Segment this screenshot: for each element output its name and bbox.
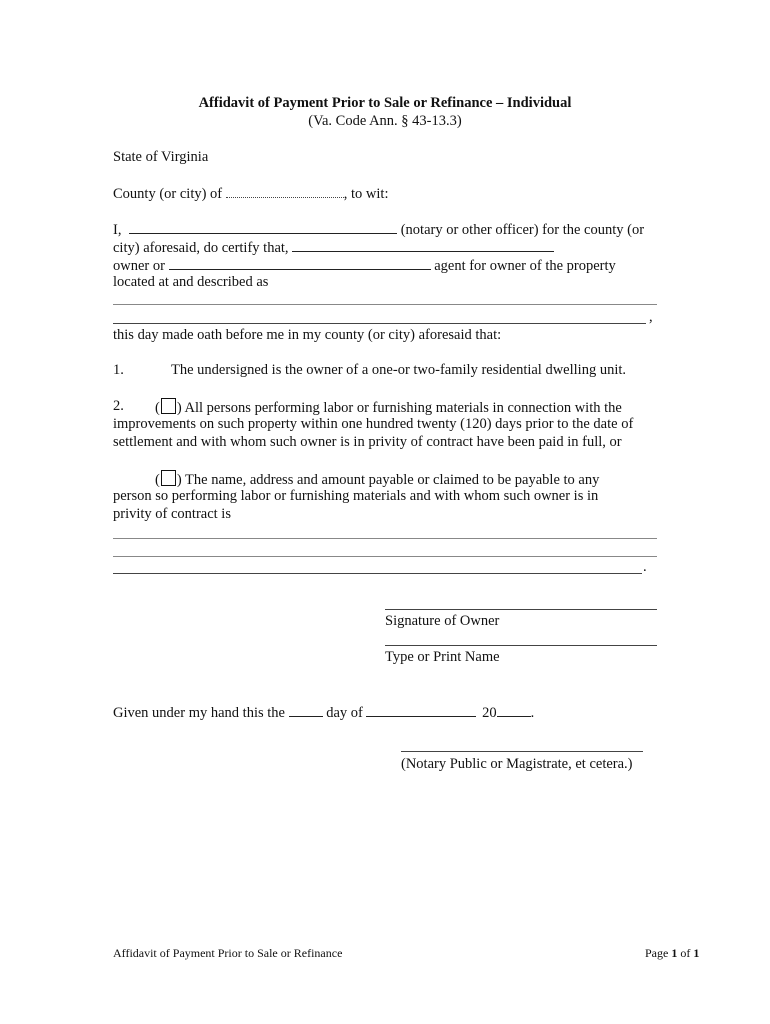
oath-text: this day made oath before me in my county (or city) aforesaid that: [113, 327, 502, 343]
county-line [113, 184, 388, 203]
notary-label: (Notary Public or Magistrate, et cetera.) [401, 756, 633, 772]
footer-title: Affidavit of Payment Prior to Sale or Refinance [113, 946, 343, 960]
month-field[interactable] [366, 703, 476, 717]
given-prefix: Given under my hand this the [113, 705, 285, 721]
given-end: . [530, 705, 535, 721]
amount-payable-checkbox[interactable] [161, 470, 176, 486]
owner-name-field[interactable] [292, 238, 554, 252]
page-current: 1 [671, 946, 678, 960]
located-label: located at and described as [113, 274, 269, 290]
city-prefix: city) aforesaid, do certify that, [113, 240, 289, 256]
county-field[interactable] [226, 184, 344, 198]
agent-suffix: agent for owner of the property [434, 258, 616, 274]
notary-signature-line[interactable] [401, 751, 643, 752]
item2b-open-paren: ( [155, 472, 160, 488]
signature-line[interactable] [385, 609, 657, 610]
given-year-prefix: 20 [482, 705, 497, 721]
page-of-label: of [680, 946, 691, 960]
privity-line-3[interactable] [113, 573, 642, 574]
year-field[interactable] [497, 703, 531, 717]
document-title: Affidavit of Payment Prior to Sale or Refinance – Individual [198, 95, 572, 111]
given-line [113, 703, 534, 722]
item1-text: The undersigned is the owner of a one-or two-family residential dwelling unit. [171, 362, 627, 378]
item2-line-1 [155, 398, 622, 417]
state-label: State of Virginia [113, 149, 209, 165]
page-total: 1 [693, 946, 700, 960]
item2-line-2: improvements on such property within one hundred twenty (120) days prior to the date of [113, 416, 634, 432]
document-citation: (Va. Code Ann. § 43-13.3) [308, 113, 462, 129]
print-name-line[interactable] [385, 645, 657, 646]
certify-i-label: I, [113, 222, 122, 238]
given-day-of: day of [326, 705, 363, 721]
page-number [645, 946, 699, 961]
page-label: Page [645, 946, 669, 960]
property-line-2[interactable] [113, 323, 646, 324]
notary-name-field[interactable] [129, 220, 397, 234]
owner-prefix: owner or [113, 258, 165, 274]
item2-line-3: settlement and with whom such owner is in privity of contract have been paid in full, or [113, 434, 622, 450]
print-name-label: Type or Print Name [385, 649, 500, 665]
paid-in-full-checkbox[interactable] [161, 398, 176, 414]
item2-text-1: ) All persons performing labor or furnishing materials in connection with the [176, 400, 622, 416]
item2b-line-3: privity of contract is [113, 506, 231, 522]
property-comma: , [649, 309, 653, 325]
item2b-text-1: ) The name, address and amount payable or claimed to be payable to any [176, 472, 600, 488]
signature-owner-label: Signature of Owner [385, 613, 500, 629]
notary-suffix: (notary or other officer) for the county (or [400, 222, 645, 238]
property-line-1[interactable] [113, 304, 657, 305]
county-prefix: County (or city) of [113, 186, 223, 202]
certify-line-1 [113, 220, 644, 239]
day-field[interactable] [289, 703, 323, 717]
privity-line-1[interactable] [113, 538, 657, 539]
item2b-line-2: person so performing labor or furnishing materials and with whom such owner is in [113, 488, 599, 504]
privity-period: . [643, 559, 647, 575]
privity-line-2[interactable] [113, 556, 657, 557]
item2-open-paren: ( [155, 400, 160, 416]
item1-number: 1. [113, 362, 124, 378]
county-suffix: , to wit: [343, 186, 389, 202]
agent-name-field[interactable] [169, 256, 431, 270]
item2-number: 2. [113, 398, 124, 414]
certify-line-3 [113, 256, 616, 275]
certify-line-2 [113, 238, 554, 257]
item2b-line-1 [155, 470, 599, 489]
